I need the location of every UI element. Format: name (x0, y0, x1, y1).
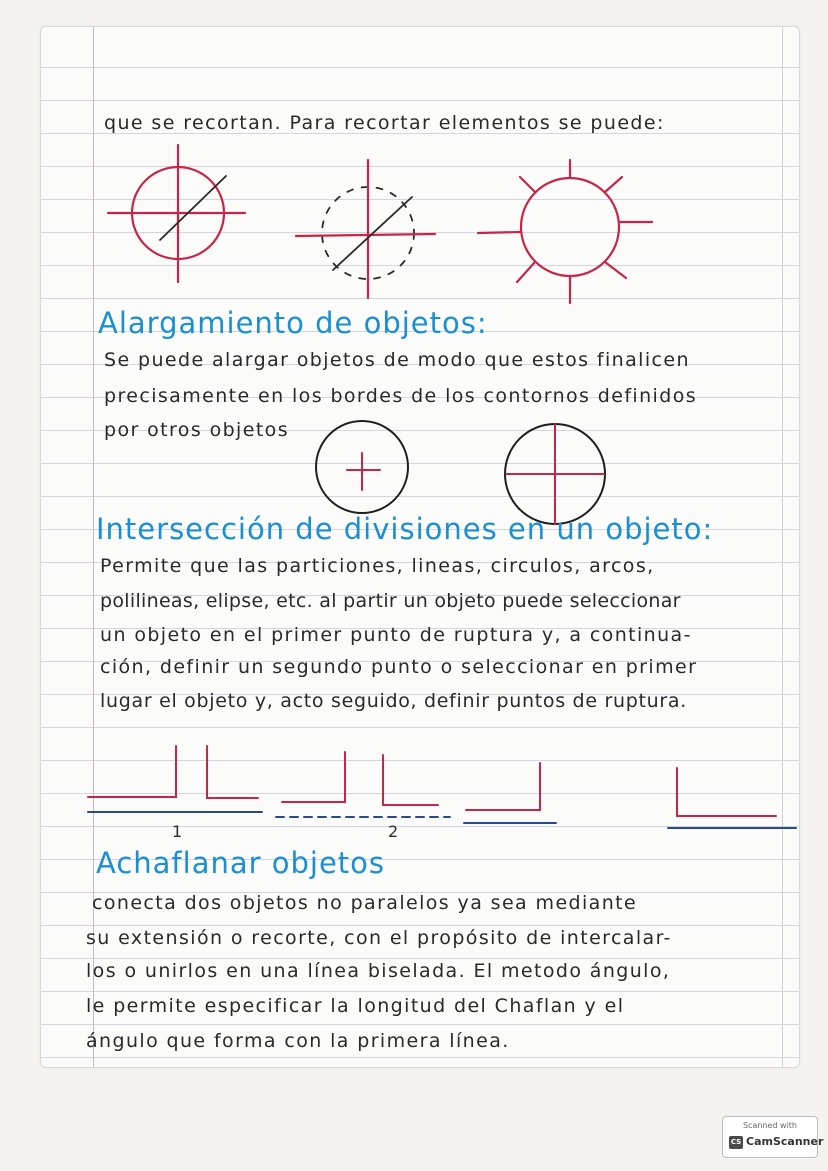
camscanner-logo-icon: CS (729, 1136, 743, 1149)
camscanner-watermark (722, 1116, 824, 1158)
section-text-line: polilineas, elipse, etc. al partir un objeto puede seleccionar (100, 590, 681, 612)
section-text-line: los o unirlos en una línea biselada. El metodo ángulo, (86, 960, 671, 982)
section-text-line: ángulo que forma con la primera línea. (86, 1030, 510, 1052)
section-text-line: ción, definir un segundo punto o seleccionar en primer (100, 656, 698, 678)
section-text-line: por otros objetos (104, 419, 289, 441)
figure-label: 1 (172, 822, 184, 841)
section-text-line: Permite que las particiones, lineas, circulos, arcos, (100, 555, 655, 577)
watermark-line-2: CamScanner (746, 1135, 824, 1148)
section-heading-achaflanar: Achaflanar objetos (96, 846, 386, 880)
watermark-line-1: Scanned with (742, 1121, 798, 1130)
section-text-line: lugar el objeto y, acto seguido, definir puntos de ruptura. (100, 690, 687, 712)
section-text-line: un objeto en el primer punto de ruptura y, a continua- (100, 624, 692, 646)
section-text-line: conecta dos objetos no paralelos ya sea mediante (92, 892, 638, 914)
section-heading-interseccion: Intersección de divisiones en un objeto: (96, 512, 714, 546)
page-right-edge (782, 27, 783, 1067)
intro-line: que se recortan. Para recortar elementos se puede: (104, 112, 665, 134)
figure-label: 2 (388, 822, 400, 841)
section-text-line: le permite especificar la longitud del Chaflan y el (86, 995, 625, 1017)
section-text-line: precisamente en los bordes de los contornos definidos (104, 385, 698, 407)
section-heading-alargamiento: Alargamiento de objetos: (98, 306, 488, 340)
section-text-line: su extensión o recorte, con el propósito de intercalar- (86, 927, 672, 949)
section-text-line: Se puede alargar objetos de modo que estos finalicen (104, 349, 690, 371)
